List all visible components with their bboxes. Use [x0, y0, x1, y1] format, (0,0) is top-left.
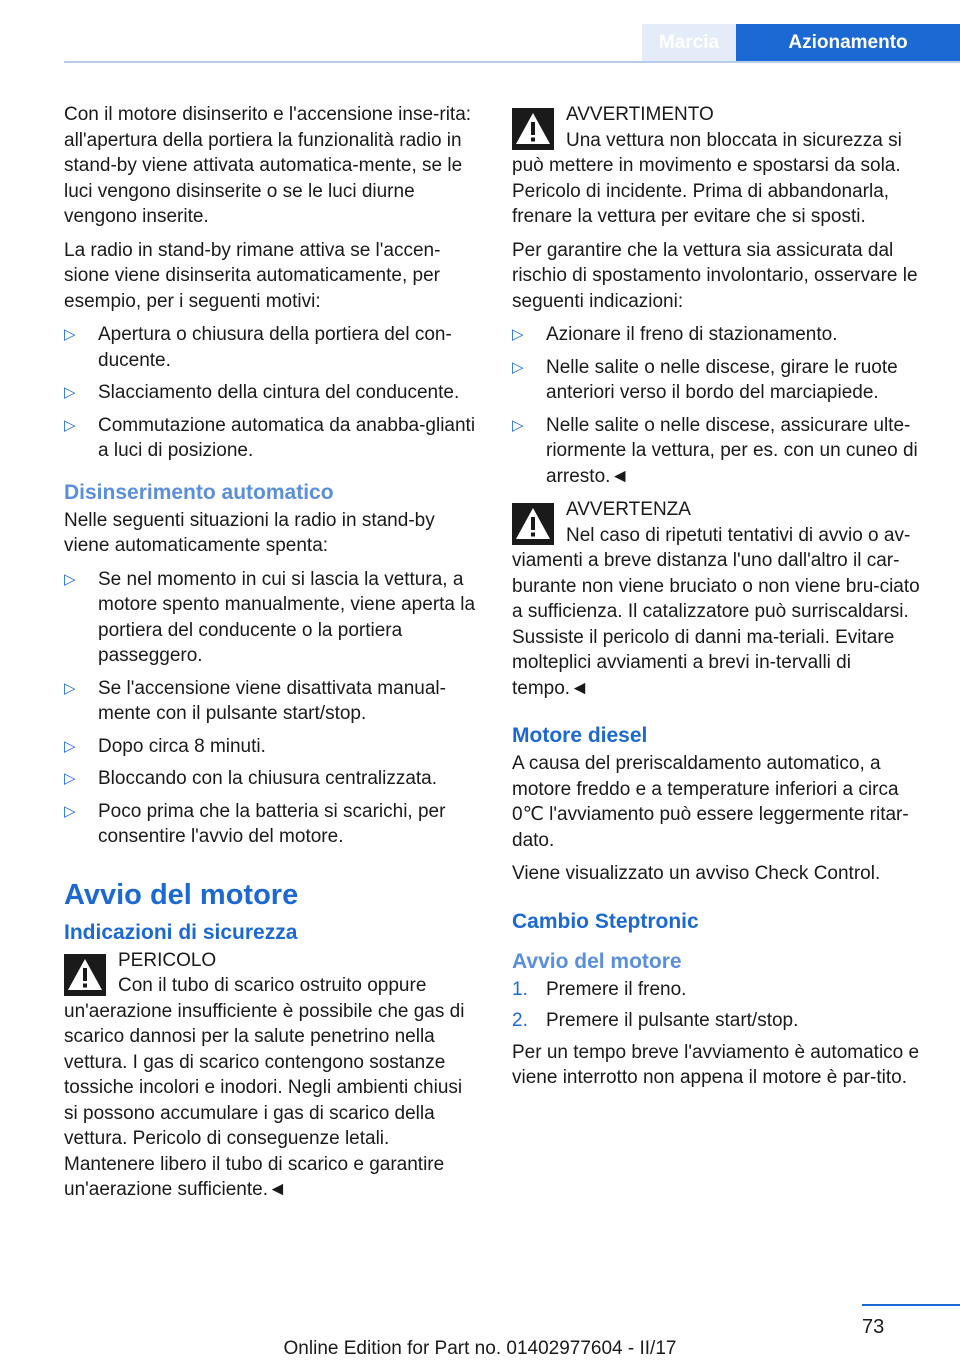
footer-divider: [862, 1304, 960, 1306]
header-divider: [64, 61, 960, 63]
list-item: ▷ Poco prima che la batteria si scarichi, per consentire l'avvio del motore.: [64, 799, 478, 850]
edition-footer: Online Edition for Part no. 01402977604 - II/17: [283, 1338, 677, 1359]
paragraph: Viene visualizzato un avviso Check Control.: [512, 863, 881, 884]
paragraph: Con il motore disinserito e l'accensione inse-rita: all'apertura della portiera la funzionalità radio in stand-by viene attivata automatica-mente, se le luci vengono disinserite o se le luci diurne vengono inserite.: [64, 104, 472, 227]
bullet-list: [512, 322, 926, 489]
paragraph: La radio in stand-by rimane attiva se l'accen-sione viene disinserita automaticamente, per esempio, per i seguenti motivi:: [64, 239, 441, 312]
chapter-heading: Avvio del motore: [64, 878, 299, 911]
section-heading: Disinserimento automatico: [64, 480, 334, 504]
warning-triangle-icon: [512, 503, 554, 545]
section-heading: Avvio del motore: [512, 949, 682, 973]
section-heading: Cambio Steptronic: [512, 909, 699, 933]
paragraph: Nelle seguenti situazioni la radio in stand-by viene automaticamente spenta:: [64, 509, 435, 556]
warning-triangle-icon: [64, 954, 106, 996]
step-number: 2.: [512, 1010, 528, 1031]
section-heading: Motore diesel: [512, 724, 648, 747]
bullet-list: [64, 567, 478, 850]
step-text: Premere il freno.: [546, 978, 687, 1000]
warning-text: Nel caso di ripetuti tentativi di avvio o av-viamenti a breve distanza l'uno dall'altro il car-burante non viene bruciato o non viene bru-ciato a sufficienza. Il catalizzatore può surriscaldarsi. Sussiste il pericolo di danni ma-teriali. Evitare molteplici avviamenti a brevi in-tervalli di tempo.◄: [512, 524, 920, 699]
right-column: [512, 102, 926, 1099]
page-number: 73: [862, 1316, 885, 1338]
step-number: 1.: [512, 978, 528, 1000]
list-item: ▷ Se nel momento in cui si lascia la vettura, a motore spento manualmente, viene aperta la portiera del conducente o la portiera passeggero.: [64, 567, 478, 669]
left-column: [64, 102, 478, 1211]
list-item: ▷ Nelle salite o nelle discese, girare le ruote anteriori verso il bordo del marciapiede.: [512, 355, 926, 406]
tab-azionamento[interactable]: Azionamento: [736, 24, 960, 62]
list-item: ▷ Bloccando con la chiusura centralizzata.: [64, 766, 478, 792]
warning-block: [512, 497, 926, 701]
warning-block: [64, 948, 478, 1203]
bullet-list: [64, 322, 478, 464]
list-item: ▷ Slacciamento della cintura del conducente.: [64, 380, 478, 406]
paragraph: Per un tempo breve l'avviamento è automatico e viene interrotto non appena il motore è par-tito.: [512, 1041, 920, 1088]
warning-block: [512, 102, 926, 230]
warning-title: PERICOLO: [118, 949, 217, 971]
warning-title: AVVERTENZA: [566, 499, 691, 520]
list-item: ▷ Azionare il freno di stazionamento.: [512, 322, 926, 348]
warning-text: Una vettura non bloccata in sicurezza si può mettere in movimento e spostarsi da sola. Pericolo di incidente. Prima di abbandonarla, frenare la vettura per evitare che si sposti.: [512, 129, 902, 227]
paragraph: A causa del preriscaldamento automatico, a motore freddo e a temperature inferiori a circa 0℃ l'avviamento può essere leggermente ritar-dato.: [512, 753, 909, 851]
list-item: ▷ Commutazione automatica da anabba-glianti a luci di posizione.: [64, 413, 478, 464]
list-item: ▷ Nelle salite o nelle discese, assicurare ulte-riormente la vettura, per es. con un cuneo di arresto.◄: [512, 413, 926, 490]
warning-triangle-icon: [512, 108, 554, 150]
list-item: [512, 1008, 926, 1034]
page-header: [0, 0, 960, 62]
tab-marcia[interactable]: Marcia: [642, 24, 736, 62]
step-text: Premere il pulsante start/stop.: [546, 1010, 799, 1031]
list-item: ▷ Se l'accensione viene disattivata manual-mente con il pulsante start/stop.: [64, 676, 478, 727]
list-item: ▷ Apertura o chiusura della portiera del con-ducente.: [64, 322, 478, 373]
section-heading: Indicazioni di sicurezza: [64, 920, 298, 944]
warning-title: AVVERTIMENTO: [566, 104, 714, 125]
numbered-list: [512, 977, 926, 1034]
list-item: [512, 977, 926, 1003]
paragraph: Per garantire che la vettura sia assicurata dal rischio di spostamento involontario, osservare le seguenti indicazioni:: [512, 239, 918, 312]
warning-text: Con il tubo di scarico ostruito oppure un'aerazione insufficiente è possibile che gas di scarico dannosi per la salute penetrino nella vettura. I gas di scarico contengono sostanze tossiche incolori e inodori. Negli ambienti chiusi si possono accumulare i gas di scarico della vettura. Pericolo di conseguenze letali. Mantenere libero il tubo di scarico e garantire un'aerazione sufficiente.◄: [64, 975, 465, 1200]
list-item: ▷ Dopo circa 8 minuti.: [64, 734, 478, 760]
